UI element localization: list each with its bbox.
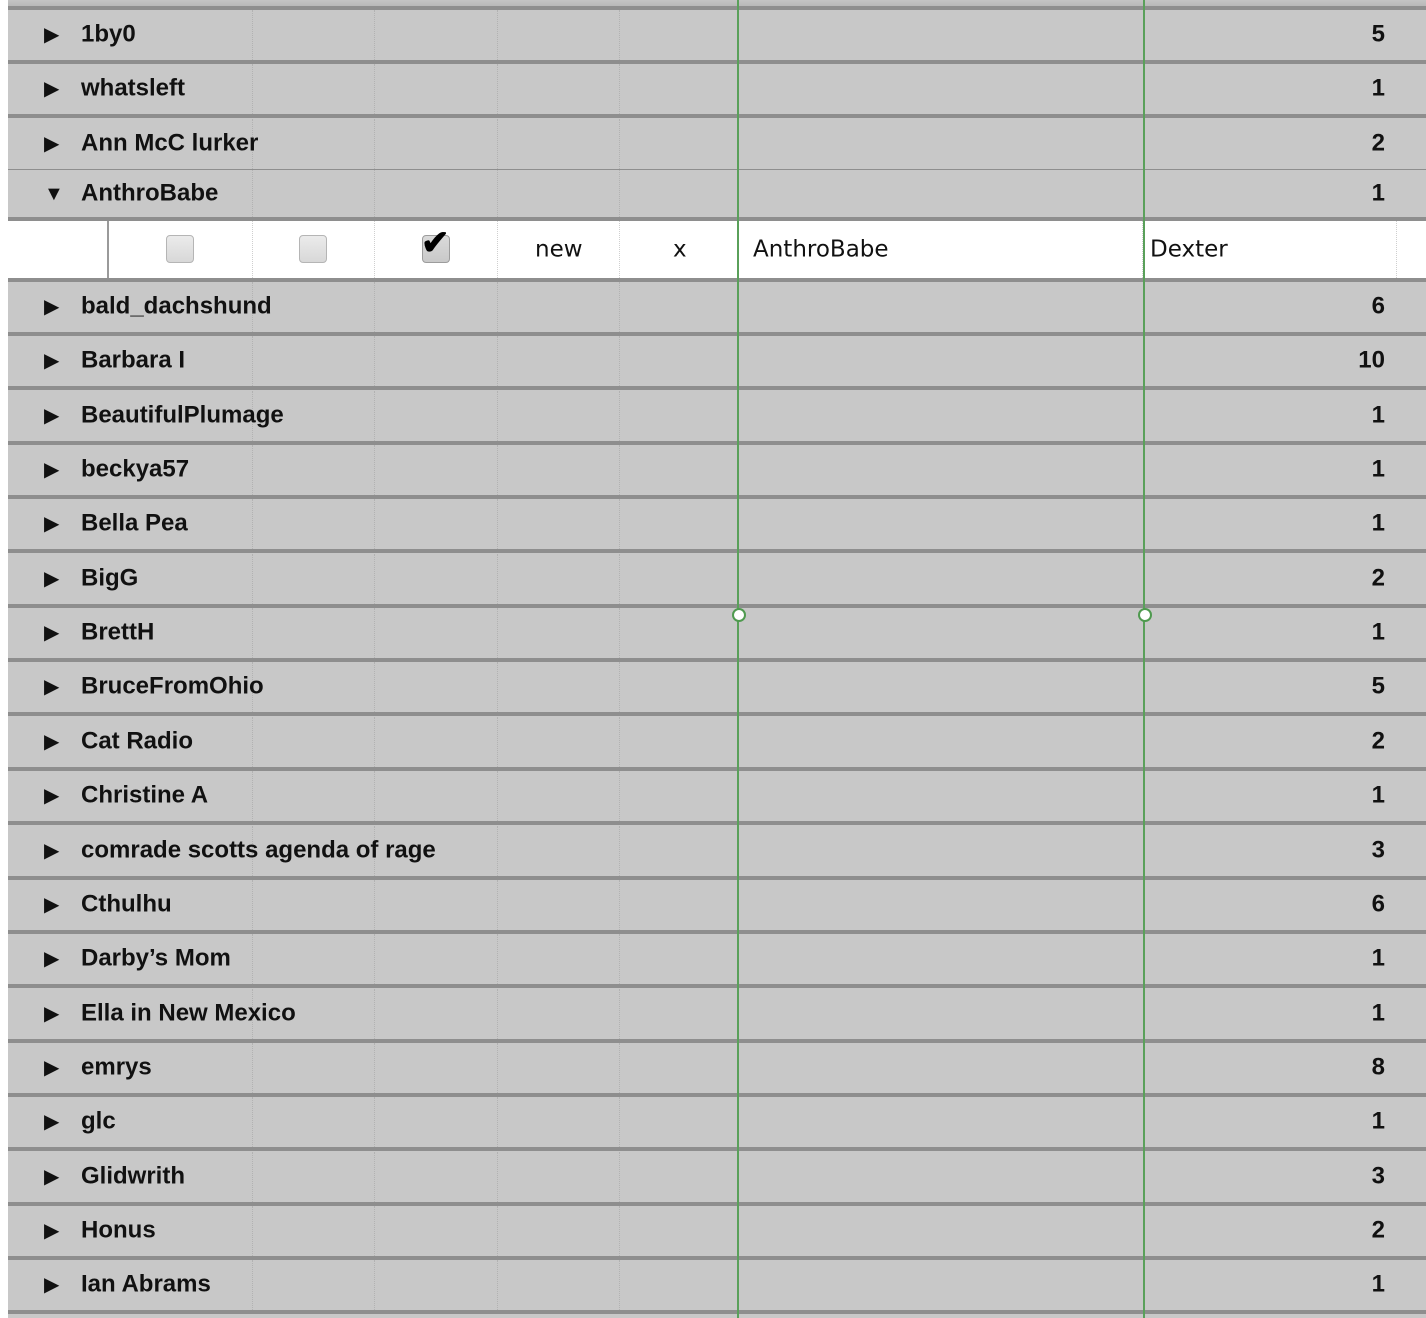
- indent-line: [107, 221, 109, 278]
- group-row[interactable]: [8, 1206, 1426, 1260]
- column-divider: [497, 221, 498, 278]
- group-count: 1: [1371, 401, 1385, 429]
- group-row[interactable]: [8, 1152, 1426, 1206]
- guide-handle-right[interactable]: [1138, 608, 1152, 622]
- column-divider: [252, 336, 253, 386]
- group-row[interactable]: [8, 608, 1426, 662]
- column-divider: [374, 1043, 375, 1093]
- group-name: AnthroBabe: [81, 178, 219, 206]
- group-row[interactable]: [8, 336, 1426, 390]
- group-row[interactable]: [8, 10, 1426, 64]
- column-divider: [619, 826, 620, 876]
- column-divider: [619, 64, 620, 114]
- column-divider: [252, 880, 253, 930]
- column-divider: [619, 880, 620, 930]
- column-divider: [374, 336, 375, 386]
- checkmark-icon: ✔: [421, 224, 450, 262]
- column-divider: [374, 282, 375, 332]
- group-row[interactable]: [8, 880, 1426, 934]
- group-count: 1: [1371, 74, 1385, 102]
- group-row[interactable]: [8, 282, 1426, 336]
- guide-handle-left[interactable]: [732, 608, 746, 622]
- column-divider: [497, 771, 498, 821]
- column-divider: [497, 880, 498, 930]
- column-divider: [252, 1260, 253, 1310]
- column-divider: [619, 499, 620, 549]
- column-divider: [252, 1152, 253, 1202]
- group-row[interactable]: [8, 771, 1426, 825]
- group-row[interactable]: [8, 717, 1426, 771]
- column-divider: [252, 445, 253, 495]
- commenter-cell[interactable]: AnthroBabe: [753, 235, 889, 262]
- group-count: 1: [1371, 1107, 1385, 1135]
- column-divider: [497, 336, 498, 386]
- column-divider: [252, 771, 253, 821]
- checkbox-2[interactable]: [299, 235, 327, 263]
- group-name: BeautifulPlumage: [81, 401, 284, 429]
- disclosure-triangle-icon[interactable]: ▶: [44, 948, 60, 970]
- column-divider: [497, 826, 498, 876]
- disclosure-triangle-icon[interactable]: ▶: [44, 676, 60, 698]
- column-divider: [619, 10, 620, 60]
- group-name: Ian Abrams: [81, 1270, 211, 1298]
- group-count: 1: [1371, 178, 1385, 206]
- disclosure-triangle-icon[interactable]: ▶: [44, 513, 60, 535]
- disclosure-triangle-icon[interactable]: ▶: [44, 459, 60, 481]
- column-divider: [497, 1043, 498, 1093]
- column-divider: [619, 445, 620, 495]
- mark-cell[interactable]: x: [673, 235, 687, 262]
- column-divider: [374, 880, 375, 930]
- disclosure-triangle-icon[interactable]: ▶: [44, 894, 60, 916]
- group-row[interactable]: [8, 1260, 1426, 1314]
- table-top-edge: [8, 0, 1426, 10]
- disclosure-triangle-icon[interactable]: ▶: [44, 24, 60, 46]
- group-row[interactable]: [8, 989, 1426, 1043]
- group-name: Ella in New Mexico: [81, 999, 296, 1027]
- status-cell[interactable]: new: [535, 235, 583, 262]
- column-divider: [374, 1152, 375, 1202]
- group-count: 1: [1371, 618, 1385, 646]
- group-name: Cthulhu: [81, 890, 172, 918]
- group-row[interactable]: [8, 1043, 1426, 1097]
- disclosure-triangle-icon[interactable]: ▶: [44, 133, 60, 155]
- column-divider: [374, 771, 375, 821]
- group-count: 8: [1371, 1053, 1385, 1081]
- column-divider: [497, 282, 498, 332]
- checkbox-3[interactable]: [421, 224, 450, 263]
- group-row[interactable]: [8, 445, 1426, 499]
- column-divider: [497, 1097, 498, 1147]
- column-divider: [619, 119, 620, 169]
- column-divider: [619, 1043, 620, 1093]
- column-divider: [619, 336, 620, 386]
- column-divider: [497, 554, 498, 604]
- group-count: 5: [1371, 20, 1385, 48]
- disclosure-triangle-icon[interactable]: ▶: [44, 622, 60, 644]
- group-count: 1: [1371, 781, 1385, 809]
- group-name: Glidwrith: [81, 1162, 185, 1190]
- group-count: 2: [1371, 564, 1385, 592]
- column-divider: [374, 554, 375, 604]
- column-divider: [497, 934, 498, 984]
- column-divider: [497, 989, 498, 1039]
- column-divider: [619, 1152, 620, 1202]
- column-divider: [374, 934, 375, 984]
- group-row[interactable]: [8, 662, 1426, 716]
- column-divider: [619, 554, 620, 604]
- column-divider: [497, 662, 498, 712]
- disclosure-triangle-icon[interactable]: ▶: [44, 296, 60, 318]
- group-count: 6: [1371, 890, 1385, 918]
- column-divider: [497, 170, 498, 217]
- group-count: 1: [1371, 944, 1385, 972]
- column-divider: [497, 608, 498, 658]
- column-divider: [374, 1260, 375, 1310]
- column-divider: [252, 934, 253, 984]
- column-divider: [252, 1097, 253, 1147]
- column-divider: [374, 64, 375, 114]
- column-divider: [252, 64, 253, 114]
- group-count: 3: [1371, 1162, 1385, 1190]
- disclosure-triangle-icon[interactable]: ▶: [44, 1274, 60, 1296]
- group-name: beckya57: [81, 455, 190, 483]
- column-divider: [1396, 221, 1397, 278]
- column-divider: [374, 119, 375, 169]
- column-divider: [619, 391, 620, 441]
- column-divider: [252, 717, 253, 767]
- column-divider: [374, 499, 375, 549]
- group-name: emrys: [81, 1053, 152, 1081]
- group-row[interactable]: [8, 170, 1426, 221]
- group-name: glc: [81, 1107, 116, 1135]
- column-divider: [252, 608, 253, 658]
- column-divider: [497, 391, 498, 441]
- disclosure-triangle-icon[interactable]: ▶: [44, 78, 60, 100]
- group-count: 2: [1371, 1216, 1385, 1244]
- disclosure-triangle-icon[interactable]: ▶: [44, 1057, 60, 1079]
- group-name: bald_dachshund: [81, 292, 272, 320]
- group-name: BrettH: [81, 618, 155, 646]
- column-divider: [497, 1260, 498, 1310]
- column-divider: [619, 934, 620, 984]
- column-divider: [619, 771, 620, 821]
- group-name: whatsleft: [81, 74, 186, 102]
- group-count: 3: [1371, 836, 1385, 864]
- disclosure-triangle-icon[interactable]: ▶: [44, 731, 60, 753]
- group-count: 10: [1358, 346, 1385, 374]
- group-row[interactable]: [8, 64, 1426, 118]
- column-divider: [374, 221, 375, 278]
- column-divider: [619, 717, 620, 767]
- column-divider: [374, 391, 375, 441]
- column-divider: [497, 1152, 498, 1202]
- group-name: BruceFromOhio: [81, 672, 264, 700]
- column-divider: [374, 170, 375, 217]
- disclosure-triangle-icon[interactable]: ▶: [44, 1003, 60, 1025]
- column-divider: [619, 662, 620, 712]
- column-divider: [619, 1206, 620, 1256]
- column-divider: [374, 1097, 375, 1147]
- group-name: Bella Pea: [81, 509, 188, 537]
- column-divider: [619, 170, 620, 217]
- disclosure-triangle-icon[interactable]: ▶: [44, 350, 60, 372]
- column-divider: [374, 662, 375, 712]
- detail-row-anthrobabe[interactable]: [8, 221, 1426, 282]
- group-count: 1: [1371, 455, 1385, 483]
- disclosure-triangle-icon[interactable]: ▶: [44, 568, 60, 590]
- group-name: Darby’s Mom: [81, 944, 231, 972]
- group-count: 1: [1371, 999, 1385, 1027]
- disclosure-triangle-expanded-icon[interactable]: ▼: [44, 182, 64, 205]
- disclosure-triangle-icon[interactable]: ▶: [44, 785, 60, 807]
- group-row[interactable]: [8, 1097, 1426, 1151]
- column-divider: [497, 64, 498, 114]
- group-count: 2: [1371, 727, 1385, 755]
- column-divider: [497, 10, 498, 60]
- disclosure-triangle-icon[interactable]: ▶: [44, 1166, 60, 1188]
- column-divider: [374, 10, 375, 60]
- column-divider: [497, 717, 498, 767]
- column-divider: [252, 1043, 253, 1093]
- column-divider: [619, 1260, 620, 1310]
- group-count: 1: [1371, 1270, 1385, 1298]
- disclosure-triangle-icon[interactable]: ▶: [44, 1220, 60, 1242]
- group-name: Barbara I: [81, 346, 186, 374]
- column-guide-line-right[interactable]: [1143, 0, 1145, 1318]
- group-name: Honus: [81, 1216, 156, 1244]
- column-divider: [619, 608, 620, 658]
- group-row[interactable]: [8, 554, 1426, 608]
- disclosure-triangle-icon[interactable]: ▶: [44, 840, 60, 862]
- column-divider: [252, 1206, 253, 1256]
- group-count: 2: [1371, 129, 1385, 157]
- column-divider: [252, 170, 253, 217]
- column-divider: [374, 608, 375, 658]
- column-divider: [374, 445, 375, 495]
- group-name: Ann McC lurker: [81, 129, 259, 157]
- column-divider: [252, 554, 253, 604]
- column-divider: [252, 499, 253, 549]
- group-name: Christine A: [81, 781, 209, 809]
- disclosure-triangle-icon[interactable]: ▶: [44, 1111, 60, 1133]
- checkbox-1[interactable]: [166, 235, 194, 263]
- disclosure-triangle-icon[interactable]: ▶: [44, 405, 60, 427]
- column-divider: [497, 445, 498, 495]
- column-divider: [497, 119, 498, 169]
- group-name: Cat Radio: [81, 727, 194, 755]
- column-divider: [619, 989, 620, 1039]
- column-divider: [619, 282, 620, 332]
- group-count: 5: [1371, 672, 1385, 700]
- column-divider: [619, 221, 620, 278]
- group-count: 1: [1371, 509, 1385, 537]
- column-divider: [374, 717, 375, 767]
- column-divider: [374, 1206, 375, 1256]
- column-divider: [252, 221, 253, 278]
- column-divider: [497, 499, 498, 549]
- group-name: BigG: [81, 564, 139, 592]
- group-row[interactable]: [8, 826, 1426, 880]
- group-row[interactable]: [8, 119, 1426, 173]
- group-row[interactable]: [8, 499, 1426, 553]
- column-guide-line-left[interactable]: [737, 0, 739, 1318]
- column-divider: [374, 989, 375, 1039]
- pet-name-cell[interactable]: Dexter: [1150, 235, 1228, 262]
- column-divider: [252, 10, 253, 60]
- group-name: comrade scotts agenda of rage: [81, 836, 436, 864]
- group-count: 6: [1371, 292, 1385, 320]
- column-divider: [619, 1097, 620, 1147]
- column-divider: [497, 1206, 498, 1256]
- outline-table: [8, 0, 1426, 1318]
- group-name: 1by0: [81, 20, 136, 48]
- group-row[interactable]: [8, 391, 1426, 445]
- group-row[interactable]: [8, 934, 1426, 988]
